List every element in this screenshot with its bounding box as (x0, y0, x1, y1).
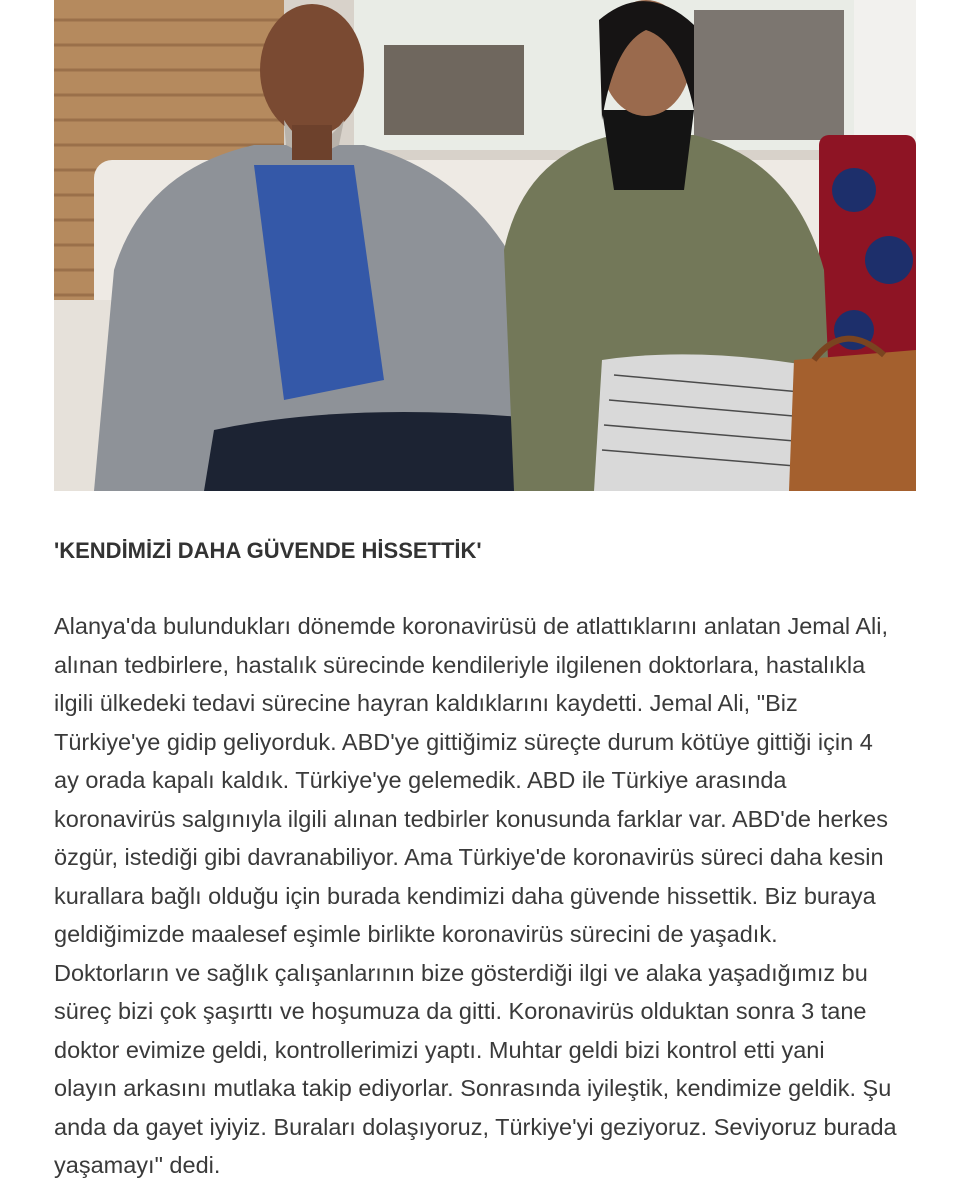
body-line: yaşamayı" dedi. (54, 1152, 221, 1178)
couple-photo-illustration (54, 0, 916, 491)
body-line: ay orada kapalı kaldık. Türkiye'ye gelemedik. ABD ile Türkiye arasında (54, 767, 787, 793)
article-body (54, 607, 916, 1185)
body-line: Türkiye'ye gidip geliyorduk. ABD'ye gittiğimiz süreçte durum kötüye gittiği için 4 (54, 728, 873, 755)
body-line: kurallara bağlı olduğu için burada kendimizi daha güvende hissettik. Biz buraya (54, 882, 876, 909)
body-line: özgür, istediği gibi davranabiliyor. Ama Türkiye'de koronavirüs süreci daha kesin (54, 844, 884, 870)
body-line: anda da gayet iyiyiz. Buraları dolaşıyoruz, Türkiye'yi geziyoruz. Seviyoruz burada (54, 1113, 897, 1140)
body-line: doktor evimize geldi, kontrollerimizi yaptı. Muhtar geldi bizi kontrol etti yani (54, 1036, 825, 1063)
body-line: alınan tedbirlere, hastalık sürecinde kendileriyle ilgilenen doktorlara, hastalıkla (54, 651, 866, 678)
body-line: süreç bizi çok şaşırttı ve hoşumuza da gitti. Koronavirüs olduktan sonra 3 tane (54, 998, 867, 1024)
body-line: olayın arkasını mutlaka takip ediyorlar. Sonrasında iyileştik, kendimize geldik. Şu (54, 1075, 892, 1101)
body-line: Alanya'da bulundukları dönemde koronavirüsü de atlattıklarını anlatan Jemal Ali, (54, 613, 889, 639)
article-headline: 'KENDİMİZİ DAHA GÜVENDE HİSSETTİK' (54, 538, 482, 563)
body-line: Doktorların ve sağlık çalışanlarının bize gösterdiği ilgi ve alaka yaşadığımız bu (54, 959, 868, 986)
article-photo (54, 0, 916, 491)
body-line: koronavirüs salgınıyla ilgili alınan tedbirler konusunda farklar var. ABD'de herkes (54, 805, 888, 832)
body-line: geldiğimizde maalesef eşimle birlikte koronavirüs sürecini de yaşadık. (54, 921, 778, 947)
body-line: ilgili ülkedeki tedavi sürecine hayran kaldıklarını kaydetti. Jemal Ali, "Biz (54, 690, 798, 716)
